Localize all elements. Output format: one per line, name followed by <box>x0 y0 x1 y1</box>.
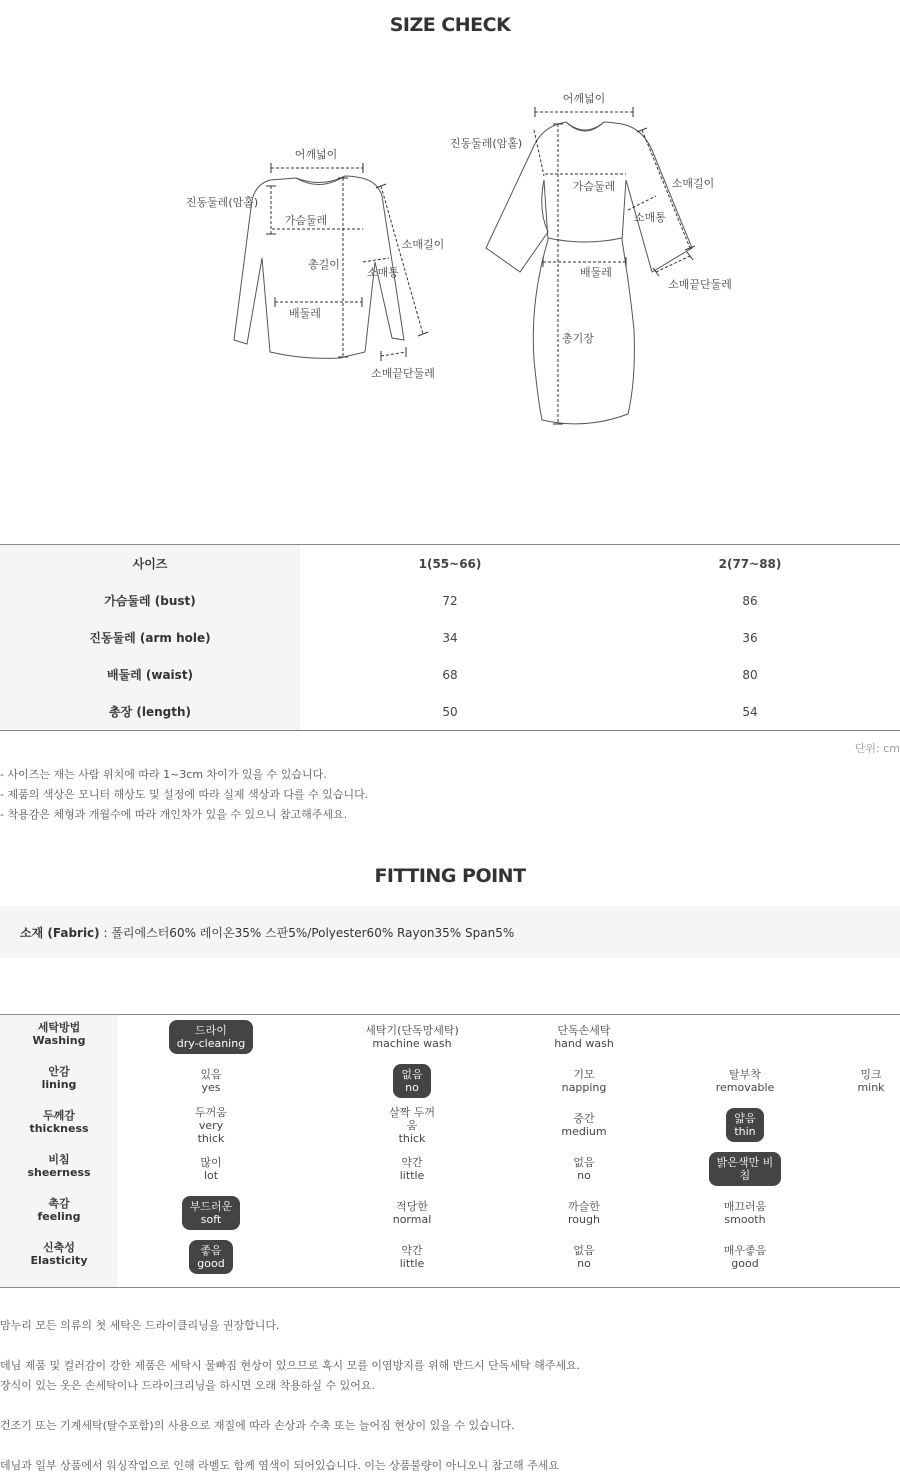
fitting-option-ko: 많이 <box>200 1156 222 1169</box>
fitting-row-label-ko: 신축성 <box>43 1241 75 1254</box>
top-armhole-label: 진동둘레(암홀) <box>185 196 259 209</box>
fitting-option-en: little <box>399 1257 425 1270</box>
size-notes <box>0 765 368 825</box>
fitting-option-ko: 약간 <box>401 1156 423 1169</box>
size-2-cell: 2(77~88) <box>718 556 782 571</box>
fitting-row-label-en: Washing <box>32 1034 86 1047</box>
fitting-option-en: machine wash <box>372 1037 452 1050</box>
fitting-option <box>680 1191 810 1235</box>
fitting-option <box>519 1059 649 1103</box>
fitting-option-en: dry-cleaning <box>176 1037 246 1050</box>
dress-bust-label: 가슴둘레 <box>572 180 616 193</box>
row-label: 진동둘레 (arm hole) <box>0 619 300 656</box>
note-line: - 착용감은 체형과 개월수에 따라 개인차가 있을 수 있으니 참고해주세요. <box>0 808 348 821</box>
fitting-row-label <box>0 1021 118 1047</box>
fitting-option-ko: 기모 <box>573 1068 595 1081</box>
fitting-row-label-ko: 두께감 <box>43 1109 75 1122</box>
fabric-box <box>0 906 900 958</box>
row-value: 36 <box>742 630 758 645</box>
dress-armhole-label: 진동둘레(암홀) <box>449 137 523 150</box>
fitting-option <box>337 1191 487 1235</box>
fitting-option-pill <box>392 1152 433 1186</box>
fitting-row <box>0 1103 900 1147</box>
row-label: 가슴둘레 (bust) <box>0 582 300 619</box>
fitting-option <box>337 1059 487 1103</box>
fitting-option-ko: 있음 <box>200 1068 222 1081</box>
fitting-option-ko: 움 <box>406 1118 418 1132</box>
fabric-label: 소재 (Fabric) <box>20 926 100 940</box>
size-table-header-row <box>0 545 900 583</box>
row-value: 54 <box>742 704 758 719</box>
fitting-row-label-en: feeling <box>37 1210 81 1223</box>
top-sleeve-width-label: 소매통 <box>367 266 399 279</box>
size-table <box>0 544 900 731</box>
size-diagram <box>0 60 900 440</box>
fitting-option-en: normal <box>392 1213 432 1226</box>
fitting-option-ko: 부드러운 <box>189 1200 233 1213</box>
fitting-option-ko: 까슬한 <box>568 1200 600 1213</box>
fitting-option <box>680 1059 810 1103</box>
fitting-option-ko: 매우좋음 <box>723 1244 767 1257</box>
fitting-option-selected-pill <box>189 1240 232 1274</box>
fitting-option-ko: 적당한 <box>396 1200 428 1213</box>
fitting-option-en: no <box>577 1257 591 1270</box>
table-row <box>0 582 900 619</box>
fitting-option-pill <box>392 1240 433 1274</box>
fitting-option <box>841 1059 900 1103</box>
top-shoulder-label: 어깨넓이 <box>294 148 338 161</box>
fitting-option-ko: 밍크 <box>860 1068 882 1081</box>
care-line: 건조기 또는 기계세탁(탈수포함)의 사용으로 재질에 따라 손상과 수축 또는 늘어짐 현상이 있을 수 있습니다. <box>0 1419 515 1432</box>
fitting-option-ko: 침 <box>739 1169 751 1182</box>
fitting-row <box>0 1191 900 1235</box>
unit-label: 단위: cm <box>854 742 900 755</box>
fitting-option-en: mink <box>857 1081 885 1094</box>
table-row <box>0 693 900 731</box>
fitting-option-pill <box>708 1064 783 1098</box>
fitting-option-ko: 두꺼움 <box>195 1105 227 1119</box>
dress-sleeve-width-label: 소매통 <box>634 211 666 224</box>
fitting-option-en: yes <box>201 1081 221 1094</box>
fitting-row-label <box>0 1197 118 1223</box>
fitting-option-ko: 살짝 두꺼 <box>388 1105 435 1119</box>
fitting-option-ko: 세탁기(단독망세탁) <box>365 1024 459 1037</box>
fitting-table <box>0 1014 900 1288</box>
fitting-option-pill <box>381 1102 443 1149</box>
table-row <box>0 656 900 693</box>
fitting-option <box>519 1235 649 1279</box>
fitting-option-selected-pill <box>709 1152 782 1186</box>
fitting-option-pill <box>192 1064 229 1098</box>
fitting-option-en: very <box>198 1118 224 1132</box>
fitting-option-pill <box>560 1196 608 1230</box>
fitting-option <box>519 1103 649 1147</box>
row-label: 총장 (length) <box>0 693 300 731</box>
fitting-row-label-ko: 안감 <box>48 1065 70 1078</box>
fitting-option-en: good <box>197 1257 225 1270</box>
fitting-option-ko: 드라이 <box>195 1024 227 1037</box>
table-row <box>0 619 900 656</box>
row-value: 72 <box>442 593 458 608</box>
top-length-label: 총길이 <box>308 258 340 271</box>
fitting-option-pill <box>192 1152 229 1186</box>
row-value: 80 <box>742 667 758 682</box>
fabric-value: : 폴리에스터60% 레이온35% 스판5%/Polyester60% Rayon35% Span5% <box>99 926 515 940</box>
fitting-option-ko: 없음 <box>573 1244 595 1257</box>
fitting-option-ko: 매끄러움 <box>723 1200 767 1213</box>
fitting-option <box>680 1235 810 1279</box>
fitting-option <box>680 1103 810 1147</box>
fitting-option-en: little <box>399 1169 425 1182</box>
fitting-option-en: smooth <box>724 1213 766 1226</box>
fitting-option <box>337 1147 487 1191</box>
fitting-option-pill <box>553 1108 614 1142</box>
fitting-option-en: thick <box>398 1131 426 1145</box>
fitting-option-en: napping <box>561 1081 607 1094</box>
fitting-option-pill <box>187 1102 235 1149</box>
row-value: 68 <box>442 667 458 682</box>
size-1-cell: 1(55~66) <box>418 556 482 571</box>
dress-shoulder-label: 어깨넓이 <box>562 92 606 105</box>
fitting-option-ko: 중간 <box>573 1112 595 1125</box>
fitting-option-ko: 약간 <box>401 1244 423 1257</box>
fitting-option <box>680 1147 810 1191</box>
fitting-row-label-ko: 세탁방법 <box>37 1021 81 1034</box>
dress-sleeve-length-label: 소매길이 <box>671 177 715 190</box>
care-line: 데님과 일부 상품에서 워싱작업으로 인해 라벨도 함께 염색이 되어있습니다. 이는 상품불량이 아니오니 참고해 주세요 <box>0 1459 559 1472</box>
fitting-option-pill <box>716 1196 775 1230</box>
row-value: 86 <box>742 593 758 608</box>
fitting-option-en: lot <box>203 1169 219 1182</box>
fitting-option-pill <box>546 1020 622 1054</box>
top-bust-label: 가슴둘레 <box>284 214 328 227</box>
care-notes <box>0 1316 580 1476</box>
fitting-row-label-ko: 비침 <box>48 1153 70 1166</box>
fitting-option-pill <box>565 1240 602 1274</box>
fitting-option <box>136 1147 286 1191</box>
top-waist-label: 배둘레 <box>289 307 321 320</box>
fitting-option-ko: 없음 <box>573 1156 595 1169</box>
fitting-option-en: thick <box>197 1131 225 1145</box>
fitting-option-ko: 얇음 <box>734 1112 756 1125</box>
fitting-option-ko: 좋음 <box>200 1244 222 1257</box>
fitting-option-selected-pill <box>726 1108 763 1142</box>
fitting-row-label-en: sheerness <box>27 1166 91 1179</box>
dress-sleeve-hem-label: 소매끝단둘레 <box>668 278 732 291</box>
fitting-row-label-en: thickness <box>29 1122 89 1135</box>
fitting-option-en: good <box>731 1257 759 1270</box>
fitting-option-pill <box>554 1064 615 1098</box>
fitting-option <box>337 1235 487 1279</box>
fitting-option-selected-pill <box>182 1196 241 1230</box>
fitting-option <box>337 1103 487 1147</box>
fitting-option-pill <box>849 1064 892 1098</box>
fitting-row-label <box>0 1241 118 1267</box>
fitting-row-label-en: Elasticity <box>30 1254 88 1267</box>
fitting-option-ko: 밝은색만 비 <box>716 1156 774 1169</box>
fitting-option <box>337 1015 487 1059</box>
fitting-row-label <box>0 1065 118 1091</box>
fitting-option-pill <box>565 1152 602 1186</box>
fitting-option-ko: 없음 <box>401 1068 423 1081</box>
fitting-option-en: medium <box>561 1125 607 1138</box>
row-label: 배둘레 (waist) <box>0 656 300 693</box>
fitting-option <box>519 1191 649 1235</box>
fitting-row-label-ko: 촉감 <box>48 1197 70 1210</box>
fitting-row <box>0 1059 900 1103</box>
size-check-title: SIZE CHECK <box>389 14 511 36</box>
fitting-option-ko: 단독손세탁 <box>557 1024 611 1037</box>
fitting-row <box>0 1235 900 1279</box>
care-line: 장식이 있는 옷은 손세탁이나 드라이크리닝을 하시면 오래 착용하실 수 있어요. <box>0 1379 375 1392</box>
fitting-option <box>136 1059 286 1103</box>
fitting-option-en: no <box>577 1169 591 1182</box>
row-value: 34 <box>442 630 458 645</box>
fitting-option-pill <box>385 1196 440 1230</box>
note-line: - 사이즈는 재는 사람 위치에 따라 1~3cm 차이가 있을 수 있습니다. <box>0 768 327 781</box>
top-sleeve-length-label: 소매길이 <box>401 238 445 251</box>
fitting-option-en: rough <box>568 1213 600 1226</box>
dress-waist-label: 배둘레 <box>580 266 612 279</box>
fitting-row-label <box>0 1153 118 1179</box>
fitting-option-en: hand wash <box>554 1037 614 1050</box>
fitting-option <box>136 1235 286 1279</box>
dress-total-length-label: 총기장 <box>562 332 594 345</box>
fitting-point-title: FITTING POINT <box>374 865 526 887</box>
fitting-option <box>136 1191 286 1235</box>
fitting-option-selected-pill <box>393 1064 430 1098</box>
fitting-row <box>0 1015 900 1059</box>
fitting-option-en: no <box>405 1081 419 1094</box>
fitting-option-ko: 탈부착 <box>729 1068 761 1081</box>
top-sleeve-hem-label: 소매끝단둘레 <box>371 367 435 380</box>
note-line: - 제품의 색상은 모니터 해상도 및 설정에 따라 실제 색상과 다를 수 있습니다. <box>0 788 369 801</box>
fitting-option <box>136 1015 286 1059</box>
fitting-option-en: soft <box>200 1213 222 1226</box>
fitting-option <box>136 1103 286 1147</box>
fitting-option-pill <box>357 1020 467 1054</box>
fitting-row-label <box>0 1109 118 1135</box>
fitting-option <box>519 1015 649 1059</box>
fitting-option-en: removable <box>715 1081 775 1094</box>
fitting-option-en: thin <box>734 1125 756 1138</box>
fitting-row <box>0 1147 900 1191</box>
fitting-option-selected-pill <box>169 1020 253 1054</box>
care-line: 맘누리 모든 의류의 첫 세탁은 드라이클리닝을 권장합니다. <box>0 1319 280 1332</box>
fitting-option-pill <box>716 1240 775 1274</box>
fitting-row-label-en: lining <box>41 1078 77 1091</box>
care-line: 데님 제품 및 컬러감이 강한 제품은 세탁시 물빠짐 현상이 있으므로 혹시 모를 이염방지를 위해 반드시 단독세탁 해주세요. <box>0 1359 581 1372</box>
row-value: 50 <box>442 704 458 719</box>
size-header-cell: 사이즈 <box>0 545 300 583</box>
fitting-option <box>519 1147 649 1191</box>
